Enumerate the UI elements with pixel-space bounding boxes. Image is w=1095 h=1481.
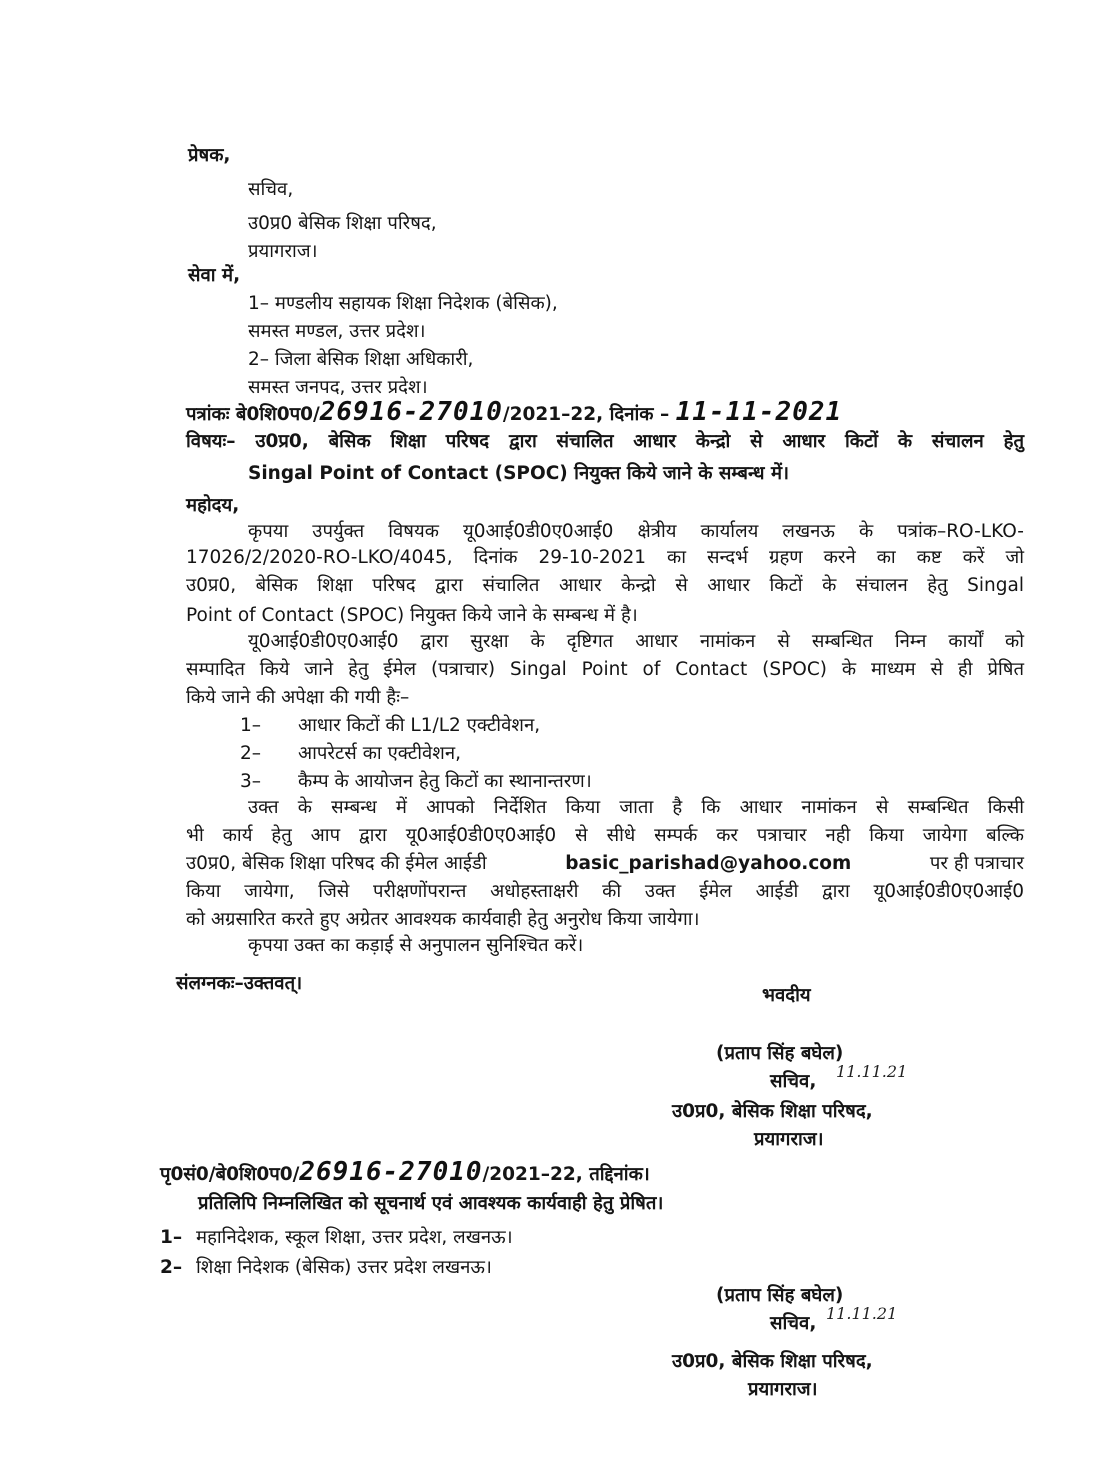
reference-prefix: पत्रांकः बे0शि0प0/ xyxy=(186,404,320,425)
para4: कृपया उक्त का कड़ाई से अनुपालन सुनिश्चित करें। xyxy=(248,935,584,956)
signatory1-office: उ0प्र0, बेसिक शिक्षा परिषद, xyxy=(672,1101,873,1122)
recipient-heading: सेवा में, xyxy=(188,265,241,286)
signatory1-initials: 11.11.21 xyxy=(836,1062,908,1081)
subject-line-1: विषयः– उ0प्र0, बेसिक शिक्षा परिषद द्वारा संचालित आधार केन्द्रो से आधार किटों के संचालन हेतु xyxy=(186,431,1024,452)
copy-item-1-number: 1– xyxy=(160,1227,183,1248)
list-item-1-number: 1– xyxy=(240,715,262,736)
para3-line-3 xyxy=(186,852,1024,876)
salutation: महोदय, xyxy=(186,495,240,516)
para3-line-3-end: पर ही पत्राचार xyxy=(929,853,1024,874)
para3-line-3-start: उ0प्र0, बेसिक शिक्षा परिषद की ईमेल आईडी xyxy=(186,853,487,874)
list-item-3-text: कैम्प के आयोजन हेतु किटों का स्थानान्तरण। xyxy=(298,771,592,792)
copy-reference-prefix: पृ0सं0/बे0शि0प0/ xyxy=(160,1164,300,1185)
signatory1-designation: सचिव, xyxy=(770,1071,817,1092)
copy-item-2-text: शिक्षा निदेशक (बेसिक) उत्तर प्रदेश लखनऊ। xyxy=(196,1257,492,1278)
signatory2-designation: सचिव, xyxy=(770,1313,817,1334)
para2-line-2: सम्पादित किये जाने हेतु ईमेल (पत्राचार) Singal Point of Contact (SPOC) के माध्यम से ही प्रेषित xyxy=(186,659,1024,680)
copy-reference-number-handwritten: 26916-27010 xyxy=(299,1157,483,1187)
para1-line-3: उ0प्र0, बेसिक शिक्षा परिषद द्वारा संचालित आधार केन्द्रो से आधार किटों के संचालन हेतु Singal xyxy=(186,575,1024,596)
signatory2-office: उ0प्र0, बेसिक शिक्षा परिषद, xyxy=(672,1351,873,1372)
sender-designation: सचिव, xyxy=(248,179,294,200)
reference-suffix: /2021–22, दिनांक – xyxy=(502,404,670,425)
para1-line-2: 17026/2/2020-RO-LKO/4045, दिनांक 29-10-2021 का सन्दर्भ ग्रहण करने का कष्ट करें जो xyxy=(186,547,1024,568)
sender-place: प्रयागराज। xyxy=(248,241,318,262)
signatory1-name: (प्रताप सिंह बघेल) xyxy=(716,1043,844,1064)
email-address: basic_parishad@yahoo.com xyxy=(565,853,852,874)
signatory2-name: (प्रताप सिंह बघेल) xyxy=(716,1285,844,1306)
signatory1-place: प्रयागराज। xyxy=(754,1129,824,1150)
reference-date-handwritten: 11-11-2021 xyxy=(675,397,843,427)
recipient-line-1: 1– मण्डलीय सहायक शिक्षा निदेशक (बेसिक), xyxy=(248,293,558,314)
sender-office: उ0प्र0 बेसिक शिक्षा परिषद, xyxy=(248,213,437,234)
para1-line-1: कृपया उपर्युक्त विषयक यू0आई0डी0ए0आई0 क्षेत्रीय कार्यालय लखनऊ के पत्रांक–RO-LKO- xyxy=(248,521,1024,542)
reference-number-handwritten: 26916-27010 xyxy=(319,397,503,427)
copy-reference-line xyxy=(160,1157,650,1187)
signatory2-initials: 11.11.21 xyxy=(826,1304,898,1323)
copy-item-2-number: 2– xyxy=(160,1257,183,1278)
recipient-line-3: 2– जिला बेसिक शिक्षा अधिकारी, xyxy=(248,349,474,370)
closing: भवदीय xyxy=(762,985,811,1006)
para3-line-2: भी कार्य हेतु आप द्वारा यू0आई0डी0ए0आई0 से सीधे सम्पर्क कर पत्राचार नही किया जायेगा बल्कि xyxy=(186,825,1024,846)
recipient-line-4: समस्त जनपद, उत्तर प्रदेश। xyxy=(248,377,428,398)
reference-line xyxy=(186,397,843,427)
copy-item-1-text: महानिदेशक, स्कूल शिक्षा, उत्तर प्रदेश, लखनऊ। xyxy=(196,1227,513,1248)
list-item-1-text: आधार किटों की L1/L2 एक्टीवेशन, xyxy=(298,715,541,736)
para3-line-1: उक्त के सम्बन्ध में आपको निर्देशित किया जाता है कि आधार नामांकन से सम्बन्धित किसी xyxy=(248,797,1024,818)
para2-line-1: यू0आई0डी0ए0आई0 द्वारा सुरक्षा के दृष्टिगत आधार नामांकन से सम्बन्धित निम्न कार्यों को xyxy=(248,631,1024,652)
copy-reference-suffix: /2021–22, तद्दिनांक। xyxy=(482,1164,650,1185)
signatory2-place: प्रयागराज। xyxy=(748,1379,818,1400)
subject-line-2: Singal Point of Contact (SPOC) नियुक्त किये जाने के सम्बन्ध में। xyxy=(248,463,790,484)
para3-line-4: किया जायेगा, जिसे परीक्षणोंपरान्त अधोहस्ताक्षरी की उक्त ईमेल आईडी द्वारा यू0आई0डी0ए0आई0 xyxy=(186,881,1024,902)
para1-line-4: Point of Contact (SPOC) नियुक्त किये जाने के सम्बन्ध में है। xyxy=(186,605,638,626)
para3-line-5: को अग्रसारित करते हुए अग्रेतर आवश्यक कार्यवाही हेतु अनुरोध किया जायेगा। xyxy=(186,909,700,930)
para2-line-3: किये जाने की अपेक्षा की गयी हैः– xyxy=(186,687,410,708)
recipient-line-2: समस्त मण्डल, उत्तर प्रदेश। xyxy=(248,321,426,342)
list-item-2-text: आपरेटर्स का एक्टीवेशन, xyxy=(298,743,462,764)
list-item-3-number: 3– xyxy=(240,771,262,792)
list-item-2-number: 2– xyxy=(240,743,262,764)
sender-heading: प्रेषक, xyxy=(188,145,231,166)
enclosure: संलग्नकः–उक्तवत्। xyxy=(176,973,303,994)
copy-intro: प्रतिलिपि निम्नलिखित को सूचनार्थ एवं आवश्यक कार्यवाही हेतु प्रेषित। xyxy=(198,1193,664,1214)
